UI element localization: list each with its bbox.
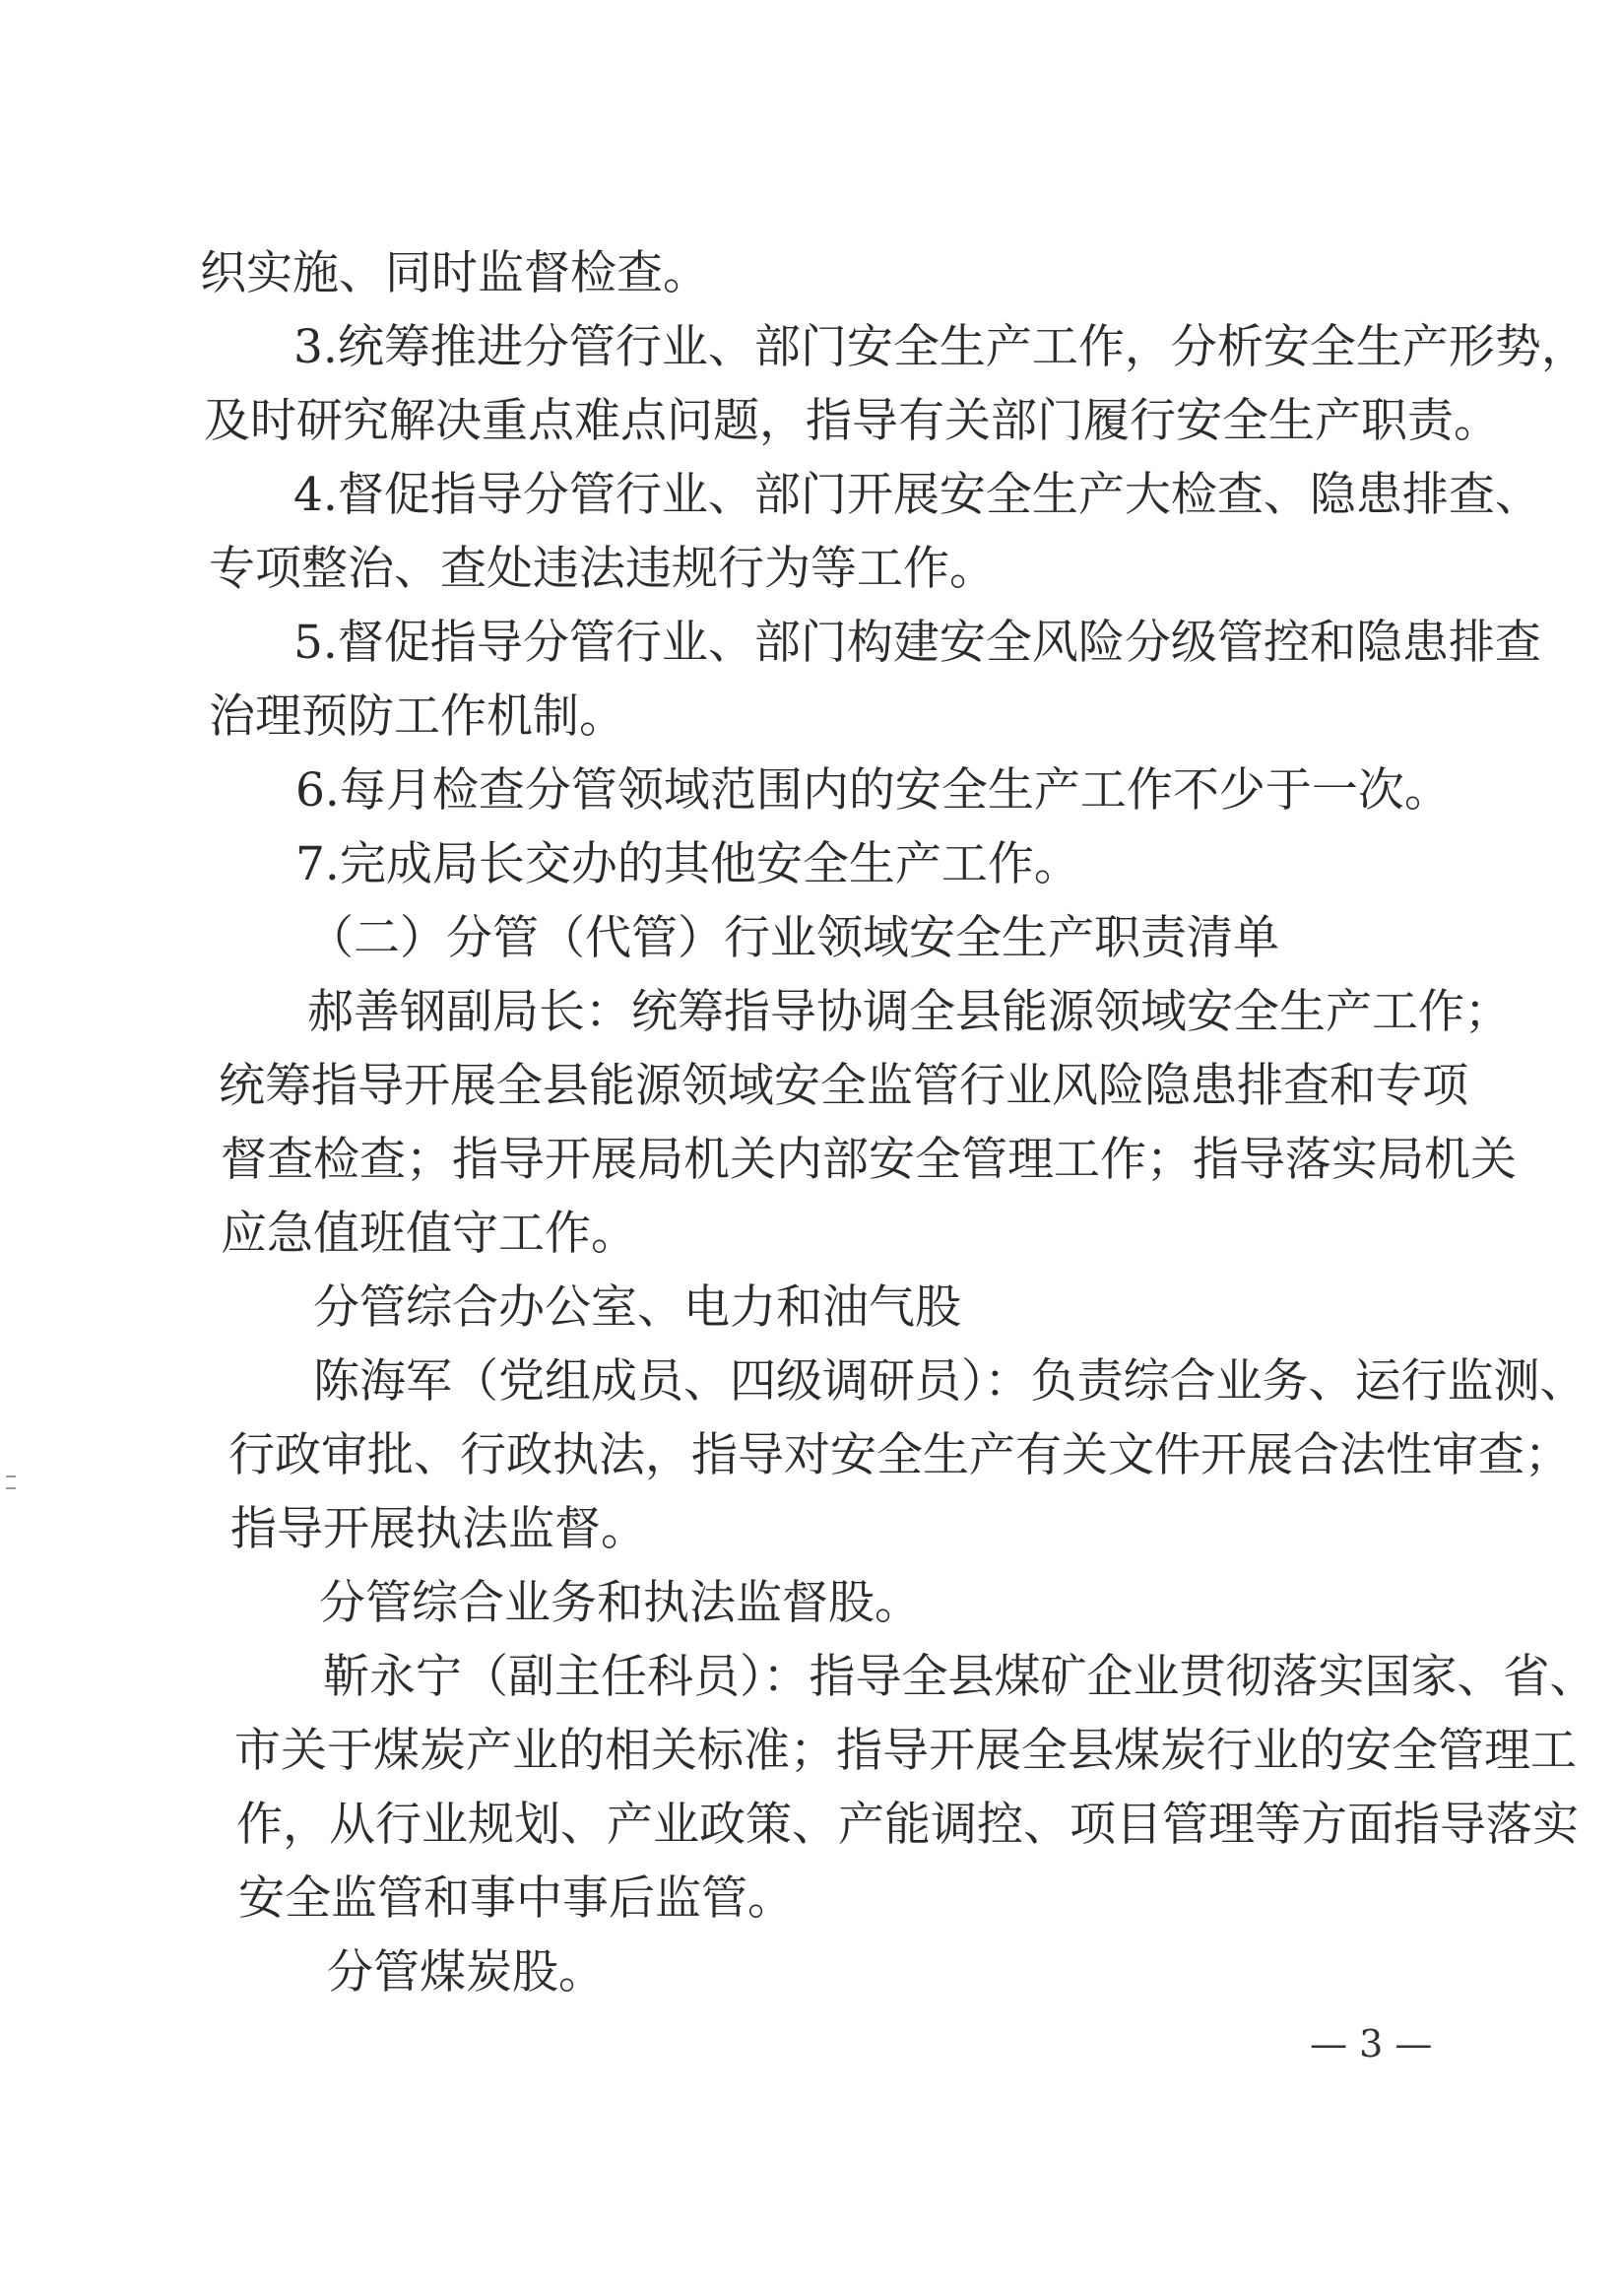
entry-jin-line-2: 市关于煤炭产业的相关标准；指导开展全县煤炭行业的安全管理工 bbox=[234, 1724, 1577, 1778]
entry-hao-line-3: 督查检查；指导开展局机关内部安全管理工作；指导落实局机关 bbox=[221, 1133, 1517, 1187]
entry-jin-line-4: 安全监管和事中事后监管。 bbox=[238, 1871, 794, 1926]
paragraph-line: 织实施、同时监督检查。 bbox=[200, 246, 709, 300]
entry-chen-division: 分管综合业务和执法监督股。 bbox=[319, 1576, 921, 1630]
list-item-3-line-2: 及时研究解决重点难点问题，指导有关部门履行安全生产职责。 bbox=[204, 394, 1500, 448]
entry-chen-line-2: 行政审批、行政执法，指导对安全生产有关文件开展合法性审查； bbox=[228, 1428, 1571, 1482]
list-item-6: 6.每月检查分管领域范围内的安全生产工作不少于一次。 bbox=[295, 763, 1451, 818]
entry-jin-line-1: 靳永宁（副主任科员）：指导全县煤矿企业贯彻落实国家、省、 bbox=[323, 1650, 1596, 1704]
section-heading: （二）分管（代管）行业领域安全生产职责清单 bbox=[307, 911, 1279, 965]
entry-hao-division: 分管综合办公室、电力和油气股 bbox=[313, 1280, 961, 1335]
list-item-4-line-1: 4.督促指导分管行业、部门开展安全生产大检查、隐患排查、 bbox=[293, 468, 1541, 522]
list-item-3-line-1: 3.统筹推进分管行业、部门安全生产工作，分析安全生产形势， bbox=[293, 320, 1588, 374]
entry-hao-line-1: 郝善钢副局长：统筹指导协调全县能源领域安全生产工作； bbox=[307, 985, 1511, 1039]
entry-chen-line-1: 陈海军（党组成员、四级调研员）：负责综合业务、运行监测、 bbox=[313, 1354, 1587, 1409]
entry-jin-line-3: 作，从行业规划、产业政策、产能调控、项目管理等方面指导落实 bbox=[236, 1798, 1579, 1852]
scan-edge-mark bbox=[6, 1476, 16, 1477]
entry-jin-division: 分管煤炭股。 bbox=[327, 1945, 605, 2000]
list-item-5-line-1: 5.督促指导分管行业、部门构建安全风险分级管控和隐患排查 bbox=[293, 616, 1541, 670]
list-item-5-line-2: 治理预防工作机制。 bbox=[209, 689, 625, 744]
list-item-4-line-2: 专项整治、查处违法违规行为等工作。 bbox=[209, 542, 996, 596]
scan-edge-mark bbox=[6, 1487, 16, 1489]
entry-chen-line-3: 指导开展执法监督。 bbox=[230, 1502, 647, 1556]
list-item-7: 7.完成局长交办的其他安全生产工作。 bbox=[295, 837, 1080, 891]
entry-hao-line-2: 统筹指导开展全县能源领域安全监管行业风险隐患排查和专项 bbox=[219, 1059, 1468, 1113]
entry-hao-line-4: 应急值班值守工作。 bbox=[221, 1207, 637, 1261]
page-number: — 3 — bbox=[1310, 2022, 1433, 2066]
